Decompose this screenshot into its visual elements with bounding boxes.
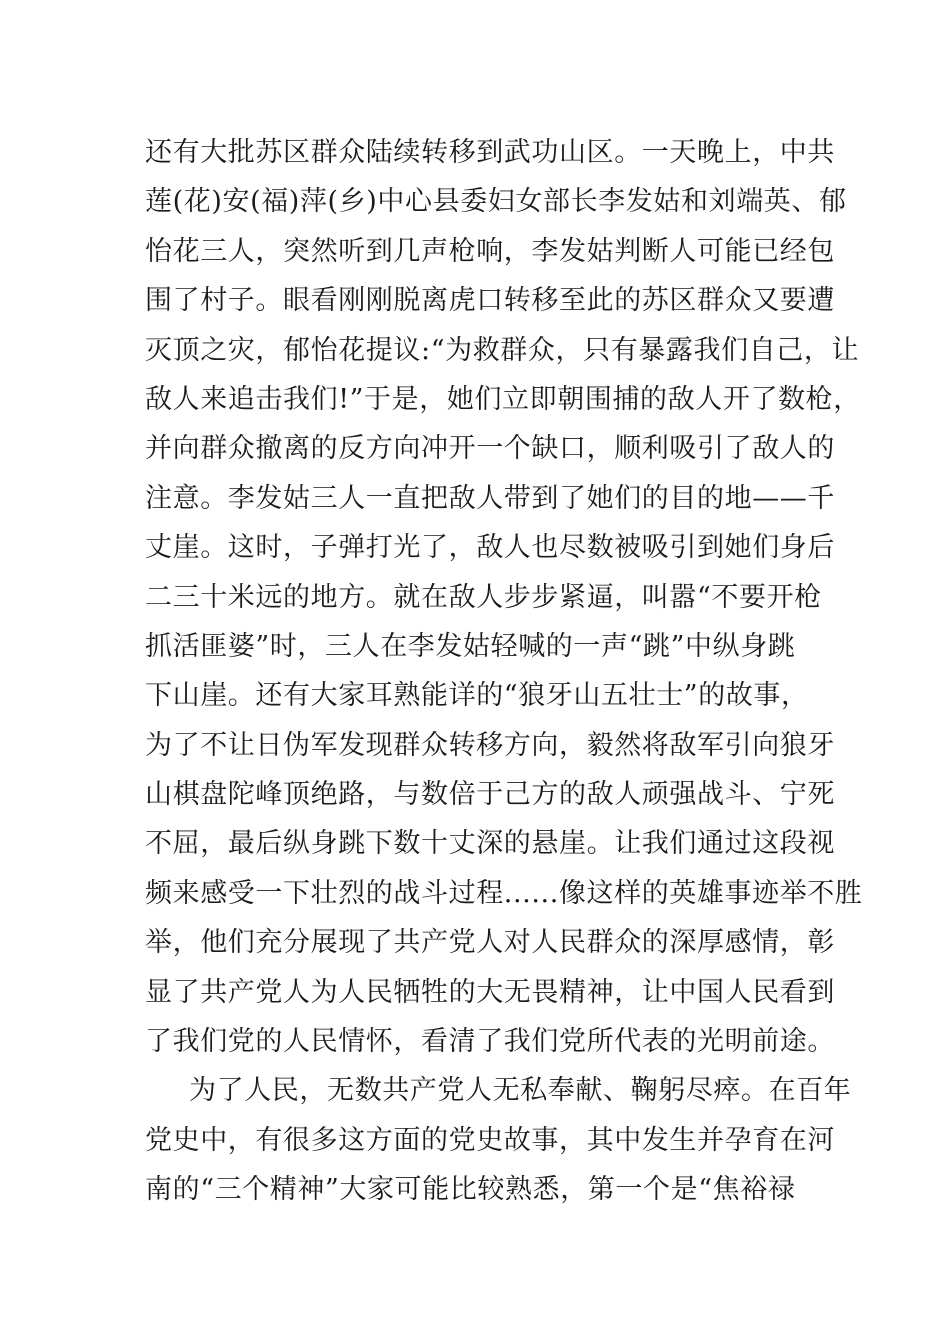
text-line: 还有大批苏区群众陆续转移到武功山区。一天晚上，中共	[145, 137, 835, 168]
text-line: 为了不让日伪军发现群众转移方向，毅然将敌军引向狼牙	[145, 729, 835, 761]
text-line: 二三十米远的地方。就在敌人步步紧逼，叫嚣“不要开枪	[145, 581, 822, 613]
text-line: 了我们党的人民情怀，看清了我们党所代表的光明前途。	[145, 1026, 835, 1058]
text-line: 围了村子。眼看刚刚脱离虎口转移至此的苏区群众又要遭	[145, 285, 835, 317]
body-text	[145, 128, 863, 1215]
text-line: 不屈，最后纵身跳下数十丈深的悬崖。让我们通过这段视	[145, 828, 835, 860]
text-line: 并向群众撤离的反方向冲开一个缺口，顺利吸引了敌人的	[145, 433, 835, 465]
text-line: 注意。李发姑三人一直把敌人带到了她们的目的地——千	[145, 482, 835, 514]
paragraph-2	[145, 1066, 852, 1214]
text-line: 山棋盘陀峰顶绝路，与数倍于己方的敌人顽强战斗、宁死	[145, 779, 835, 811]
text-line: 丈崖。这时，子弹打光了，敌人也尽数被吸引到她们身后	[145, 532, 835, 564]
text-line: 下山崖。还有大家耳熟能详的“狼牙山五壮士”的故事，	[145, 680, 809, 712]
text-line: 灭顶之灾，郁怡花提议:“为救群众，只有暴露我们自己，让	[145, 334, 860, 366]
text-line: 敌人来追击我们!”于是，她们立即朝围捕的敌人开了数枪，	[145, 383, 861, 415]
text-line: 怡花三人，突然听到几声枪响，李发姑判断人可能已经包	[145, 235, 835, 267]
text-line: 莲(花)安(福)萍(乡)中心县委妇女部长李发姑和刘端英、郁	[145, 186, 847, 218]
text-line: 南的“三个精神”大家可能比较熟悉，第一个是“焦裕禄	[145, 1174, 796, 1206]
text-line: 显了共产党人为人民牺牲的大无畏精神，让中国人民看到	[145, 976, 835, 1008]
text-line: 党史中，有很多这方面的党史故事，其中发生并孕育在河	[145, 1124, 835, 1156]
text-line: 抓活匪婆”时，三人在李发姑轻喊的一声“跳”中纵身跳	[145, 630, 796, 662]
text-line: 举，他们充分展现了共产党人对人民群众的深厚感情，彰	[145, 927, 835, 959]
text-line: 频来感受一下壮烈的战斗过程......像这样的英雄事迹举不胜	[145, 877, 863, 909]
paragraph-1	[145, 128, 863, 1066]
text-line: 为了人民，无数共产党人无私奉献、鞠躬尽瘁。在百年	[189, 1075, 852, 1107]
